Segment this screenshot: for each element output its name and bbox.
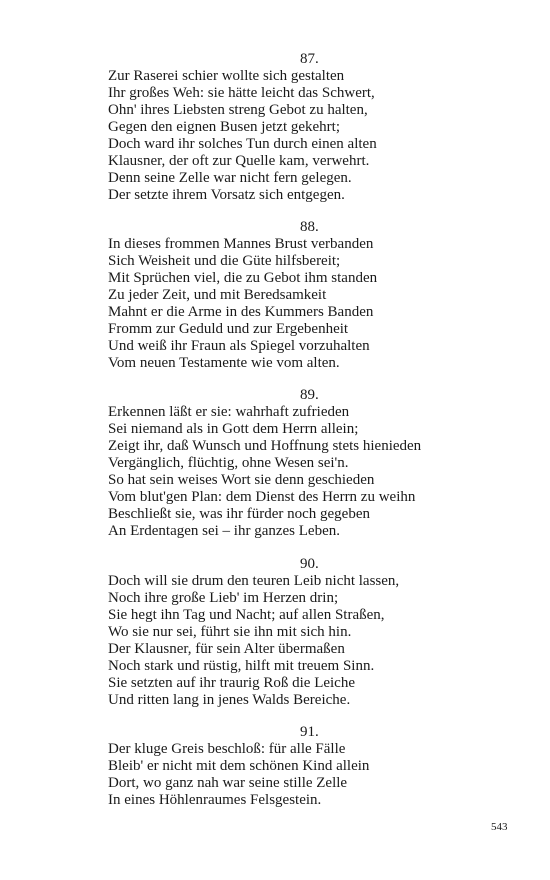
verse-line: Mahnt er die Arme in des Kummers Banden (108, 304, 374, 320)
verse-line: Ihr großes Weh: sie hätte leicht das Schwert, (108, 85, 375, 101)
verse-line: Erkennen läßt er sie: wahrhaft zufrieden (108, 404, 350, 420)
stanza-number: 87. (300, 51, 319, 67)
verse-line: Fromm zur Geduld und zur Ergebenheit (108, 321, 349, 337)
page-number: 543 (491, 821, 508, 833)
verse-line: Gegen den eignen Busen jetzt gekehrt; (108, 119, 341, 135)
verse-line: Noch stark und rüstig, hilft mit treuem Sinn. (108, 658, 375, 674)
verse-line: Doch ward ihr solches Tun durch einen alten (108, 136, 377, 152)
stanza-lines (108, 68, 377, 204)
verse-line: Noch ihre große Lieb' im Herzen drin; (108, 590, 339, 606)
verse-line: Der kluge Greis beschloß: für alle Fälle (108, 741, 346, 757)
verse-line: Denn seine Zelle war nicht fern gelegen. (108, 170, 352, 186)
verse-line: Ohn' ihres Liebsten streng Gebot zu halten, (108, 102, 368, 118)
verse-line: Vergänglich, flüchtig, ohne Wesen sei'n. (108, 455, 349, 471)
verse-line: Der Klausner, für sein Alter übermaßen (108, 641, 345, 657)
stanza-lines (108, 404, 421, 540)
verse-line: In dieses frommen Mannes Brust verbanden (108, 236, 374, 252)
verse-line: Doch will sie drum den teuren Leib nicht lassen, (108, 573, 400, 589)
verse-line: Und ritten lang in jenes Walds Bereiche. (108, 692, 351, 708)
verse-line: Beschließt sie, was ihr fürder noch gegeben (108, 506, 370, 522)
verse-line: So hat sein weises Wort sie denn geschieden (108, 472, 375, 488)
verse-line: Und weiß ihr Fraun als Spiegel vorzuhalten (108, 338, 370, 354)
verse-line: Zu jeder Zeit, und mit Beredsamkeit (108, 287, 327, 303)
verse-line: Sie setzten auf ihr traurig Roß die Leiche (108, 675, 355, 691)
stanza-lines (108, 236, 377, 372)
verse-line: Der setzte ihrem Vorsatz sich entgegen. (108, 187, 345, 203)
verse-line: Vom blut'gen Plan: dem Dienst des Herrn zu weihn (108, 489, 416, 505)
verse-line: Sich Weisheit und die Güte hilfsbereit; (108, 253, 341, 269)
verse-line: Sie hegt ihn Tag und Nacht; auf allen Straßen, (108, 607, 385, 623)
verse-line: Wo sie nur sei, führt sie ihn mit sich hin. (108, 624, 352, 640)
verse-line: Sei niemand als in Gott dem Herrn allein; (108, 421, 359, 437)
stanza-number: 91. (300, 724, 319, 740)
verse-line: Zur Raserei schier wollte sich gestalten (108, 68, 345, 84)
verse-line: Bleib' er nicht mit dem schönen Kind allein (108, 758, 370, 774)
stanza-lines (108, 741, 369, 809)
verse-line: An Erdentagen sei – ihr ganzes Leben. (108, 523, 340, 539)
verse-line: Mit Sprüchen viel, die zu Gebot ihm standen (108, 270, 378, 286)
verse-line: Klausner, der oft zur Quelle kam, verwehrt. (108, 153, 370, 169)
stanza-number: 90. (300, 556, 319, 572)
stanza-lines (108, 573, 399, 709)
verse-line: Dort, wo ganz nah war seine stille Zelle (108, 775, 348, 791)
verse-line: Vom neuen Testamente wie vom alten. (108, 355, 340, 371)
stanza-number: 89. (300, 387, 319, 403)
stanza-number: 88. (300, 219, 319, 235)
verse-line: Zeigt ihr, daß Wunsch und Hoffnung stets hienieden (108, 438, 422, 454)
verse-line: In eines Höhlenraumes Felsgestein. (108, 792, 322, 808)
